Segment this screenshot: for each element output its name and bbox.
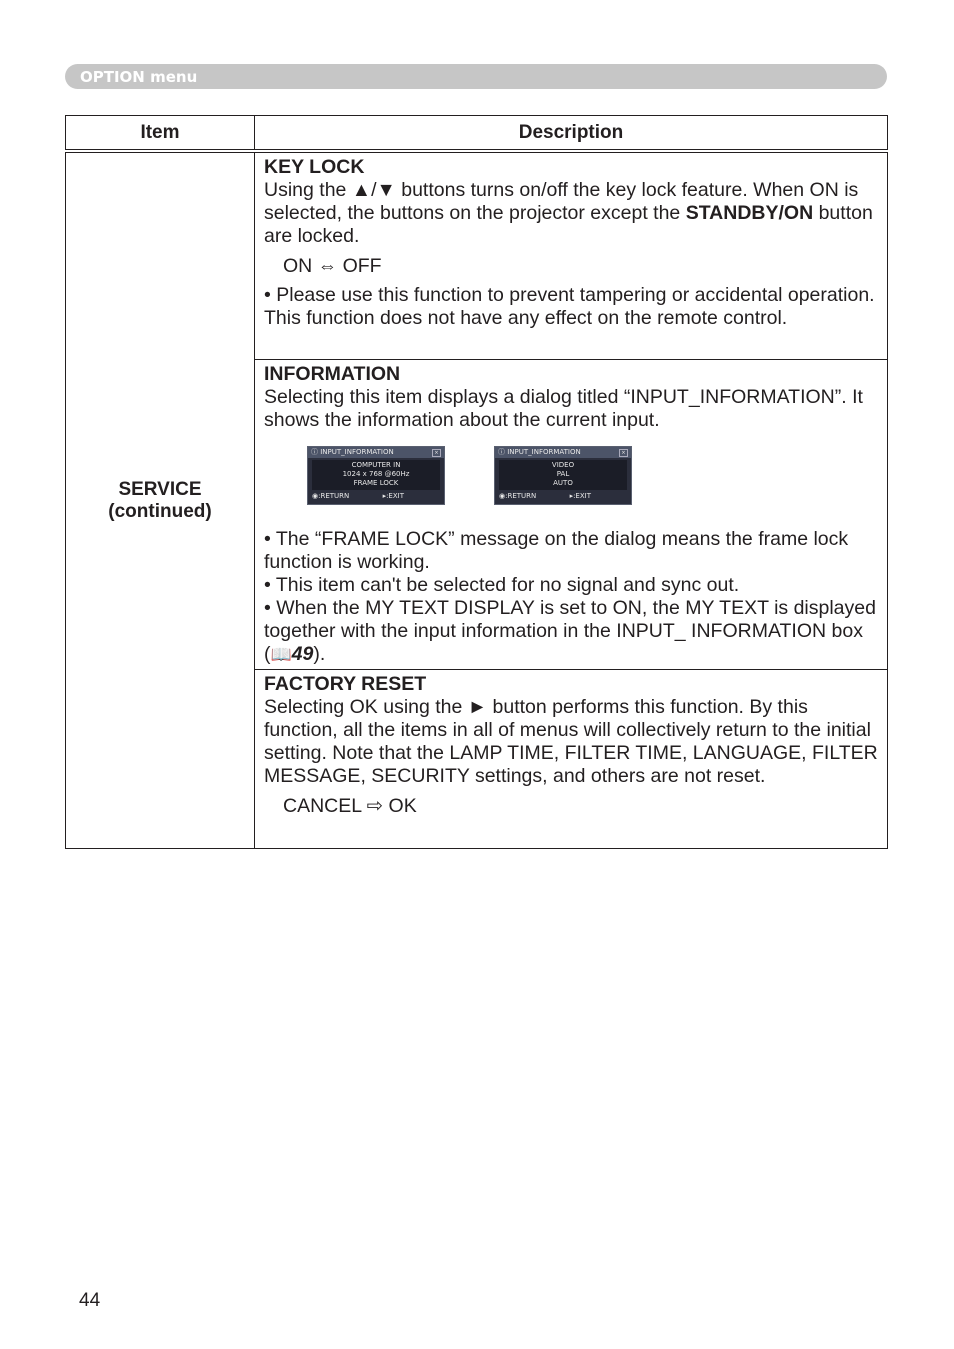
close-icon: × — [619, 449, 628, 457]
dialog-content: VIDEO PAL AUTO — [499, 460, 627, 490]
column-header-item: Item — [66, 116, 255, 152]
information-note-my-text: • When the MY TEXT DISPLAY is set to ON, the MY TEXT is displayed together with the input information in the INPUT_ INFORMATION box (📖49). — [264, 597, 876, 665]
input-information-dialog-computer — [307, 446, 445, 505]
dialog-title: ⓘ INPUT_INFORMATION — [311, 448, 394, 456]
information-text: Selecting this item displays a dialog titled “INPUT_INFORMATION”. It shows the information about the current input. — [264, 386, 863, 431]
return-icon: ◉ — [312, 492, 319, 500]
factory-reset-title: FACTORY RESET — [264, 673, 427, 695]
info-icon: ⓘ — [311, 448, 318, 456]
info-icon: ⓘ — [498, 448, 505, 456]
dialog-title-bar — [495, 447, 631, 458]
book-icon: 📖 — [270, 645, 292, 664]
section-header-bar — [65, 64, 887, 89]
section-header-label: OPTION menu — [80, 68, 198, 86]
item-name: SERVICE — [118, 478, 202, 500]
key-lock-title: KEY LOCK — [264, 156, 365, 178]
table-row — [66, 151, 888, 360]
exit-icon: ▸ — [569, 492, 574, 500]
dialog-screenshots — [307, 446, 879, 505]
key-lock-note: • Please use this function to prevent tampering or accidental operation. This function does not have any effect on the remote control. — [264, 284, 875, 329]
dialog-title-bar — [308, 447, 444, 458]
factory-reset-description — [255, 670, 888, 849]
standby-on-label: STANDBY/ON — [685, 202, 814, 224]
key-lock-options: ON ⇔ OFF — [283, 255, 382, 277]
dialog-content: COMPUTER IN 1024 x 768 @60Hz FRAME LOCK — [312, 460, 440, 490]
option-menu-table — [65, 115, 888, 849]
dialog-title: ⓘ INPUT_INFORMATION — [498, 448, 581, 456]
item-cell-service — [66, 151, 255, 849]
input-information-dialog-video — [494, 446, 632, 505]
item-continued: (continued) — [108, 500, 212, 522]
factory-reset-options: CANCEL ⇨ OK — [283, 795, 417, 817]
column-header-description: Description — [255, 116, 888, 152]
information-note-frame-lock: • The “FRAME LOCK” message on the dialog means the frame lock function is working. — [264, 528, 849, 573]
information-title: INFORMATION — [264, 363, 401, 385]
information-description — [255, 360, 888, 670]
key-lock-description — [255, 151, 888, 360]
dialog-footer: ◉:RETURN ▸:EXIT — [312, 492, 404, 500]
page-number: 44 — [79, 1290, 101, 1311]
table-header-row — [66, 116, 888, 152]
close-icon: × — [432, 449, 441, 457]
factory-reset-text: Selecting OK using the ► button performs this function. By this function, all the items in all of menus will collectively return to the initial setting. Note that the LAMP TIME, FILTER TIME, LANGUAGE, FILTER MESSAGE, SECURITY settings, and others are not reset. — [264, 696, 878, 787]
dialog-footer: ◉:RETURN ▸:EXIT — [499, 492, 591, 500]
information-note-no-signal: • This item can't be selected for no signal and sync out. — [264, 574, 740, 596]
page-reference[interactable]: 49 — [291, 643, 314, 665]
key-lock-text: Using the ▲/▼ buttons turns on/off the key lock feature. When ON is selected, the buttons on the projector except the STANDBY/ON button are locked. — [264, 179, 873, 247]
exit-icon: ▸ — [382, 492, 387, 500]
return-icon: ◉ — [499, 492, 506, 500]
